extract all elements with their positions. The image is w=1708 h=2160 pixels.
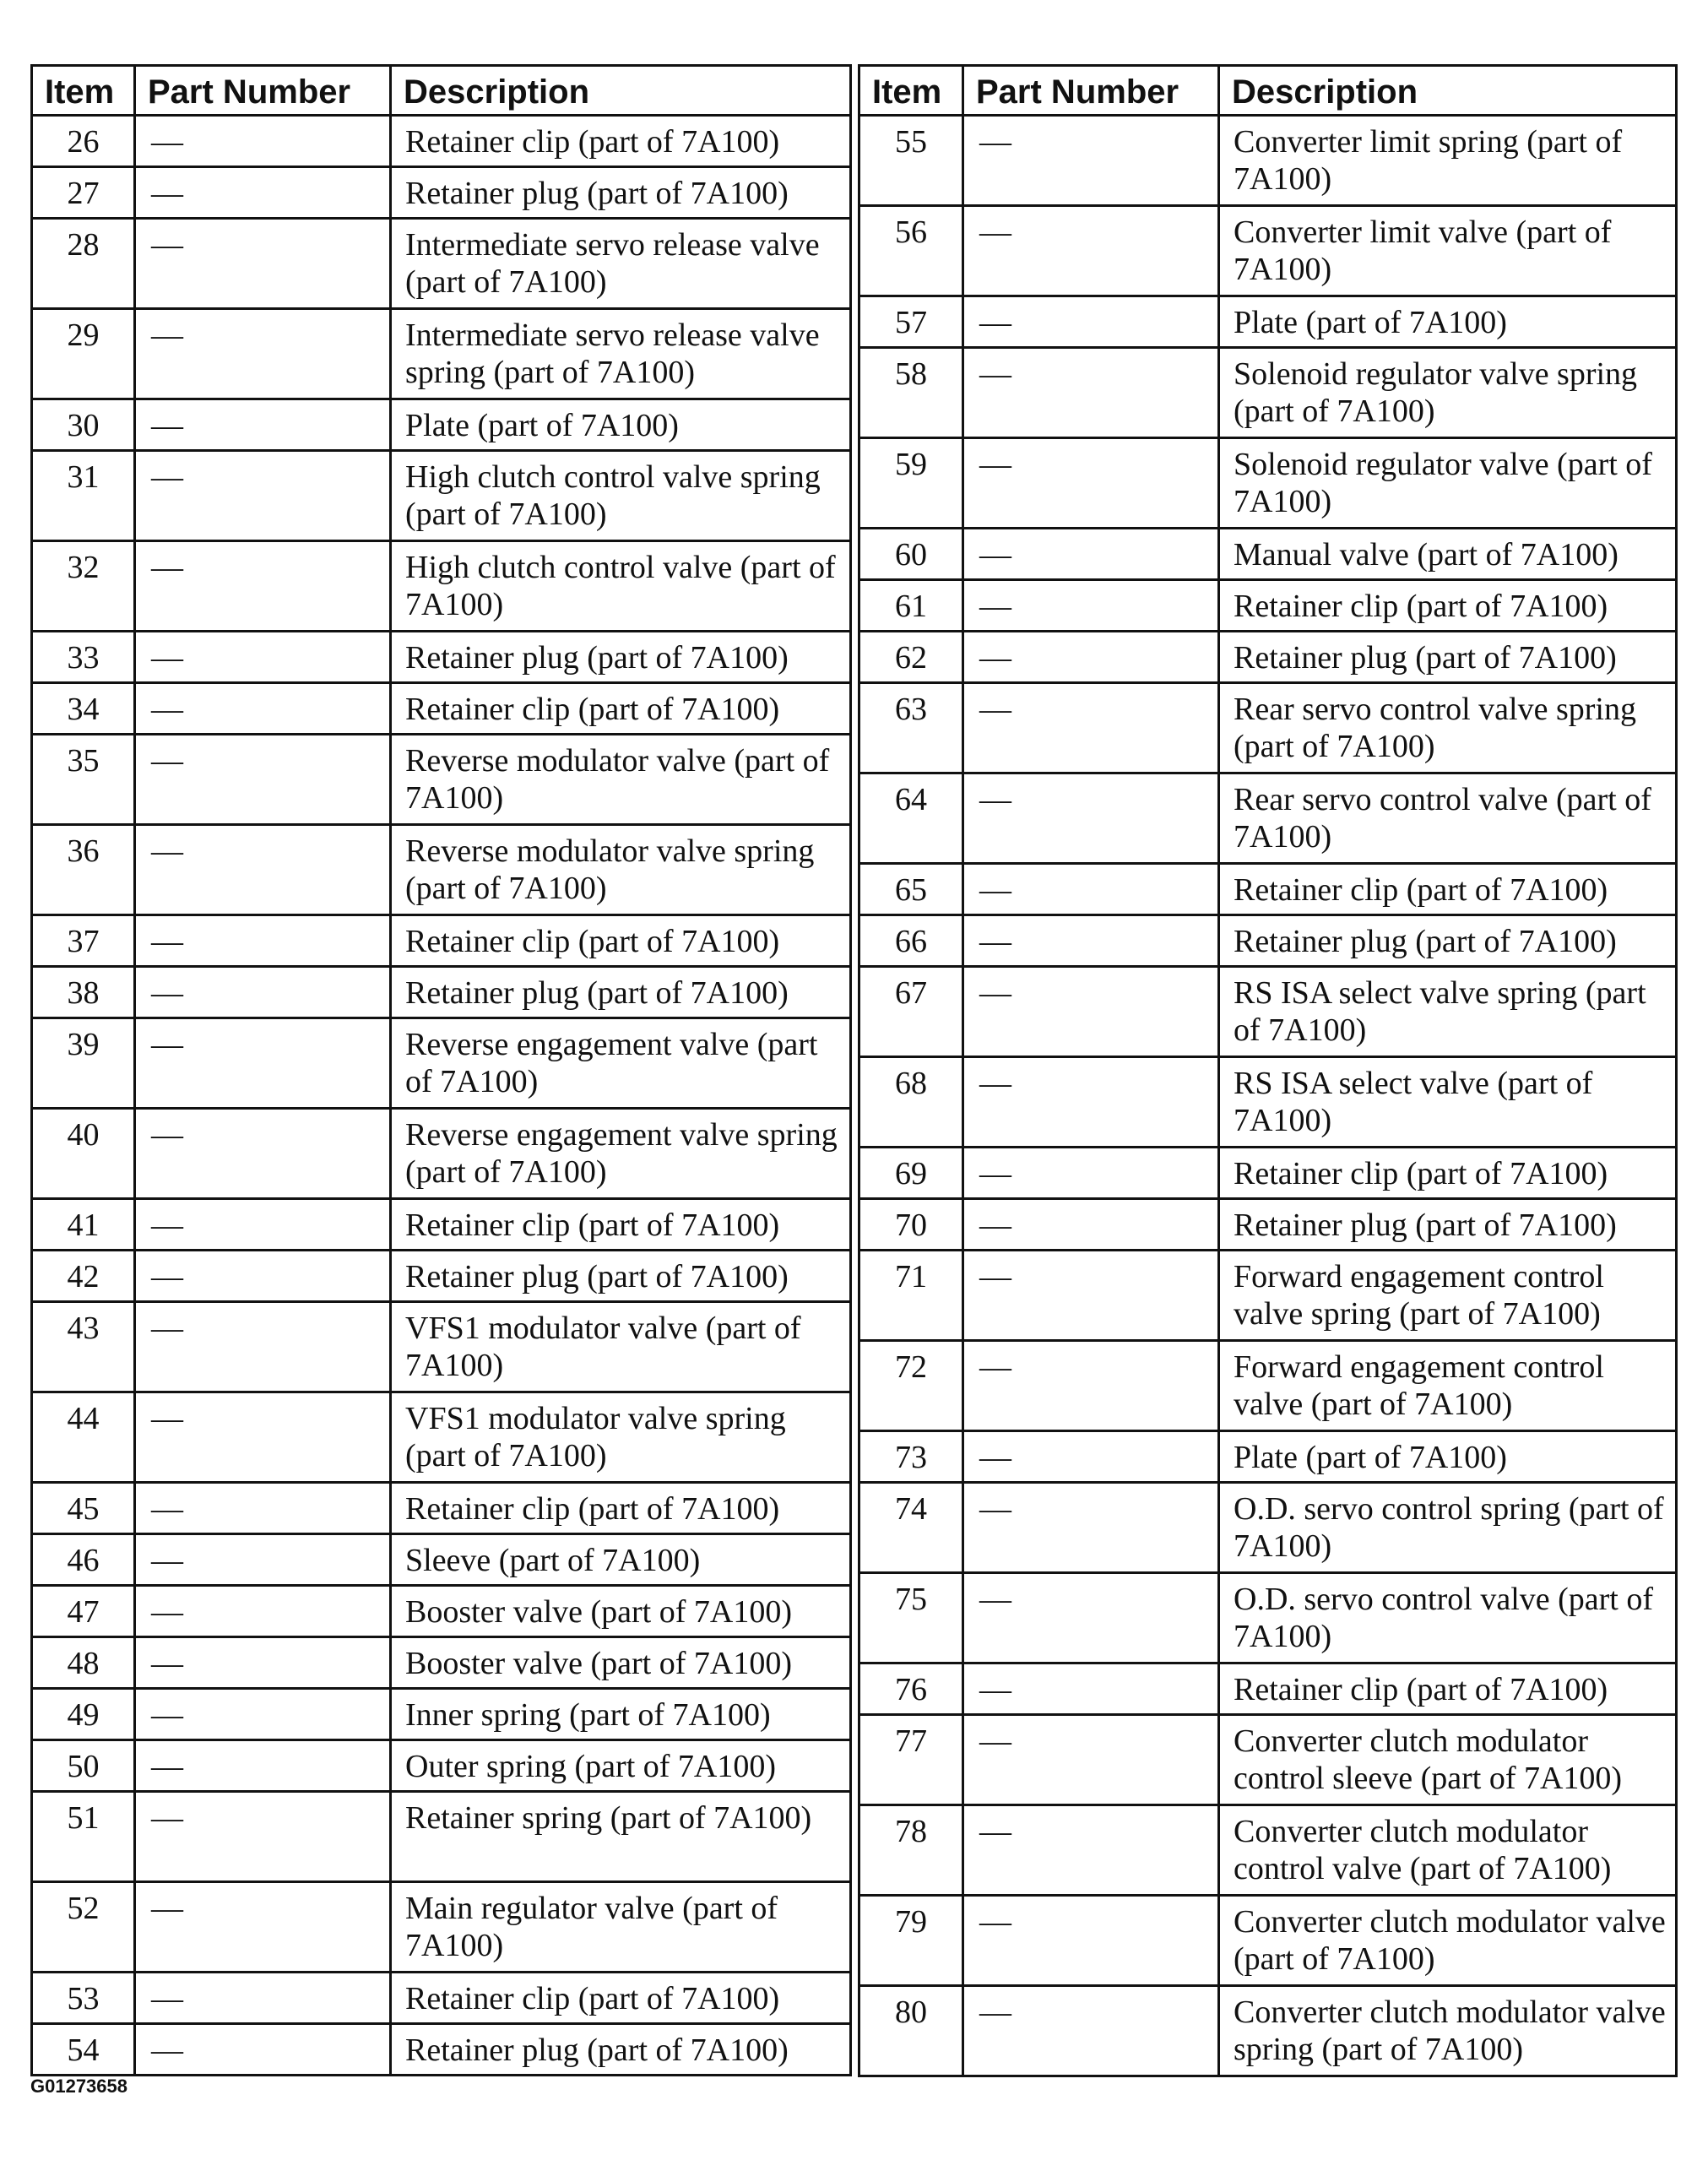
- table-row: [32, 632, 851, 683]
- table-row: [32, 1109, 851, 1199]
- description-cell: Retainer plug (part of 7A100): [1219, 1199, 1677, 1251]
- description-cell: VFS1 modulator valve (part of 7A100): [391, 1302, 851, 1392]
- description-cell: Converter limit valve (part of 7A100): [1219, 206, 1677, 296]
- table-row: [859, 1805, 1677, 1896]
- item-cell: 65: [859, 864, 963, 915]
- item-cell: 52: [32, 1882, 135, 1973]
- part-number-cell: —: [135, 116, 391, 167]
- description-cell: Converter clutch modulator control sleeve (part of 7A100): [1219, 1715, 1677, 1805]
- table-header-row: [859, 66, 1677, 116]
- part-number-cell: —: [135, 1018, 391, 1109]
- part-number-cell: —: [135, 632, 391, 683]
- item-cell: 36: [32, 825, 135, 915]
- item-cell: 42: [32, 1251, 135, 1302]
- item-cell: 38: [32, 967, 135, 1018]
- item-cell: 29: [32, 309, 135, 399]
- table-row: [32, 1392, 851, 1483]
- part-number-cell: —: [135, 1483, 391, 1534]
- description-cell: Retainer plug (part of 7A100): [391, 967, 851, 1018]
- description-cell: Plate (part of 7A100): [1219, 296, 1677, 348]
- part-number-cell: —: [135, 825, 391, 915]
- table-row: [859, 1057, 1677, 1148]
- description-cell: Booster valve (part of 7A100): [391, 1637, 851, 1689]
- part-number-cell: —: [135, 1882, 391, 1973]
- description-cell: Manual valve (part of 7A100): [1219, 529, 1677, 580]
- part-number-cell: —: [135, 167, 391, 219]
- table-row: [32, 451, 851, 541]
- description-cell: Reverse modulator valve (part of 7A100): [391, 735, 851, 825]
- item-cell: 48: [32, 1637, 135, 1689]
- table-body-left: [32, 116, 851, 2076]
- part-number-cell: —: [963, 1715, 1219, 1805]
- table-row: [859, 1341, 1677, 1431]
- part-number-cell: —: [963, 915, 1219, 967]
- item-cell: 35: [32, 735, 135, 825]
- item-cell: 47: [32, 1586, 135, 1637]
- description-cell: High clutch control valve spring (part of 7A100): [391, 451, 851, 541]
- part-number-cell: —: [135, 1251, 391, 1302]
- description-cell: Retainer clip (part of 7A100): [1219, 1663, 1677, 1715]
- part-number-cell: —: [963, 116, 1219, 206]
- table-row: [859, 1573, 1677, 1663]
- part-number-cell: —: [135, 1534, 391, 1586]
- description-cell: Retainer plug (part of 7A100): [1219, 632, 1677, 683]
- table-row: [859, 632, 1677, 683]
- header-item: Item: [859, 66, 963, 116]
- part-number-cell: —: [135, 2024, 391, 2076]
- table-row: [32, 219, 851, 309]
- table-row: [32, 116, 851, 167]
- description-cell: Retainer plug (part of 7A100): [391, 167, 851, 219]
- item-cell: 50: [32, 1740, 135, 1792]
- part-number-cell: —: [135, 683, 391, 735]
- item-cell: 57: [859, 296, 963, 348]
- item-cell: 31: [32, 451, 135, 541]
- item-cell: 26: [32, 116, 135, 167]
- table-row: [32, 825, 851, 915]
- description-cell: Solenoid regulator valve spring (part of 7A100): [1219, 348, 1677, 438]
- part-number-cell: —: [963, 529, 1219, 580]
- item-cell: 68: [859, 1057, 963, 1148]
- description-cell: Retainer clip (part of 7A100): [1219, 580, 1677, 632]
- table-row: [859, 1896, 1677, 1986]
- description-cell: Main regulator valve (part of 7A100): [391, 1882, 851, 1973]
- description-cell: Retainer clip (part of 7A100): [391, 1483, 851, 1534]
- description-cell: Retainer clip (part of 7A100): [391, 116, 851, 167]
- description-cell: Retainer clip (part of 7A100): [1219, 1148, 1677, 1199]
- item-cell: 66: [859, 915, 963, 967]
- part-number-cell: —: [135, 1109, 391, 1199]
- item-cell: 70: [859, 1199, 963, 1251]
- table-row: [859, 1483, 1677, 1573]
- part-number-cell: —: [963, 1986, 1219, 2076]
- part-number-cell: —: [963, 864, 1219, 915]
- description-cell: Inner spring (part of 7A100): [391, 1689, 851, 1740]
- table-row: [859, 1715, 1677, 1805]
- description-cell: O.D. servo control spring (part of 7A100): [1219, 1483, 1677, 1573]
- table-row: [859, 967, 1677, 1057]
- figure-id-caption: G01273658: [30, 2076, 127, 2097]
- part-number-cell: —: [963, 296, 1219, 348]
- item-cell: 77: [859, 1715, 963, 1805]
- part-number-cell: —: [135, 399, 391, 451]
- item-cell: 34: [32, 683, 135, 735]
- description-cell: Forward engagement control valve spring (part of 7A100): [1219, 1251, 1677, 1341]
- table-row: [859, 1986, 1677, 2076]
- item-cell: 75: [859, 1573, 963, 1663]
- description-cell: RS ISA select valve spring (part of 7A100): [1219, 967, 1677, 1057]
- table-row: [859, 1148, 1677, 1199]
- table-row: [32, 915, 851, 967]
- header-item: Item: [32, 66, 135, 116]
- item-cell: 69: [859, 1148, 963, 1199]
- item-cell: 37: [32, 915, 135, 967]
- table-row: [32, 1251, 851, 1302]
- table-row: [859, 1663, 1677, 1715]
- item-cell: 27: [32, 167, 135, 219]
- item-cell: 79: [859, 1896, 963, 1986]
- description-cell: VFS1 modulator valve spring (part of 7A100): [391, 1392, 851, 1483]
- item-cell: 76: [859, 1663, 963, 1715]
- table-row: [32, 1637, 851, 1689]
- header-part-number: Part Number: [963, 66, 1219, 116]
- part-number-cell: —: [963, 1663, 1219, 1715]
- description-cell: Converter clutch modulator valve (part of 7A100): [1219, 1896, 1677, 1986]
- table-row: [859, 296, 1677, 348]
- item-cell: 64: [859, 773, 963, 864]
- item-cell: 80: [859, 1986, 963, 2076]
- parts-table-right: [858, 64, 1678, 2077]
- item-cell: 39: [32, 1018, 135, 1109]
- description-cell: Reverse modulator valve spring (part of 7A100): [391, 825, 851, 915]
- part-number-cell: —: [135, 1637, 391, 1689]
- item-cell: 46: [32, 1534, 135, 1586]
- description-cell: Converter clutch modulator valve spring (part of 7A100): [1219, 1986, 1677, 2076]
- item-cell: 28: [32, 219, 135, 309]
- part-number-cell: —: [963, 773, 1219, 864]
- item-cell: 67: [859, 967, 963, 1057]
- part-number-cell: —: [135, 541, 391, 632]
- table-row: [859, 580, 1677, 632]
- table-row: [859, 116, 1677, 206]
- table-row: [859, 438, 1677, 529]
- part-number-cell: —: [135, 1792, 391, 1882]
- header-description: Description: [391, 66, 851, 116]
- table-row: [859, 1199, 1677, 1251]
- description-cell: Retainer clip (part of 7A100): [391, 1199, 851, 1251]
- table-body-right: [859, 116, 1677, 2076]
- item-cell: 54: [32, 2024, 135, 2076]
- part-number-cell: —: [963, 1341, 1219, 1431]
- description-cell: Reverse engagement valve spring (part of 7A100): [391, 1109, 851, 1199]
- description-cell: Intermediate servo release valve (part of 7A100): [391, 219, 851, 309]
- part-number-cell: —: [963, 580, 1219, 632]
- part-number-cell: —: [963, 1573, 1219, 1663]
- part-number-cell: —: [135, 967, 391, 1018]
- header-part-number: Part Number: [135, 66, 391, 116]
- part-number-cell: —: [135, 1586, 391, 1637]
- part-number-cell: —: [135, 1740, 391, 1792]
- description-cell: Solenoid regulator valve (part of 7A100): [1219, 438, 1677, 529]
- description-cell: Retainer plug (part of 7A100): [391, 632, 851, 683]
- item-cell: 71: [859, 1251, 963, 1341]
- item-cell: 61: [859, 580, 963, 632]
- description-cell: Plate (part of 7A100): [1219, 1431, 1677, 1483]
- description-cell: Converter clutch modulator control valve (part of 7A100): [1219, 1805, 1677, 1896]
- item-cell: 49: [32, 1689, 135, 1740]
- table-row: [859, 683, 1677, 773]
- table-row: [859, 348, 1677, 438]
- table-header-row: [32, 66, 851, 116]
- item-cell: 33: [32, 632, 135, 683]
- parts-table-left: [30, 64, 852, 2076]
- part-number-cell: —: [135, 1689, 391, 1740]
- part-number-cell: —: [963, 1057, 1219, 1148]
- table-row: [32, 683, 851, 735]
- part-number-cell: —: [963, 1483, 1219, 1573]
- table-row: [32, 1740, 851, 1792]
- table-row: [859, 206, 1677, 296]
- table-row: [32, 967, 851, 1018]
- part-number-cell: —: [963, 632, 1219, 683]
- part-number-cell: —: [963, 206, 1219, 296]
- table-row: [859, 773, 1677, 864]
- part-number-cell: —: [963, 348, 1219, 438]
- part-number-cell: —: [963, 967, 1219, 1057]
- description-cell: Rear servo control valve (part of 7A100): [1219, 773, 1677, 864]
- table-row: [32, 1302, 851, 1392]
- table-row: [32, 1689, 851, 1740]
- part-number-cell: —: [963, 1251, 1219, 1341]
- description-cell: Retainer clip (part of 7A100): [391, 1973, 851, 2024]
- description-cell: Retainer clip (part of 7A100): [391, 683, 851, 735]
- table-row: [32, 1199, 851, 1251]
- item-cell: 45: [32, 1483, 135, 1534]
- part-number-cell: —: [135, 915, 391, 967]
- item-cell: 73: [859, 1431, 963, 1483]
- description-cell: Retainer plug (part of 7A100): [391, 1251, 851, 1302]
- description-cell: Sleeve (part of 7A100): [391, 1534, 851, 1586]
- table-row: [32, 1483, 851, 1534]
- table-row: [32, 1018, 851, 1109]
- description-cell: Retainer clip (part of 7A100): [1219, 864, 1677, 915]
- description-cell: Intermediate servo release valve spring (part of 7A100): [391, 309, 851, 399]
- table-row: [32, 1973, 851, 2024]
- description-cell: O.D. servo control valve (part of 7A100): [1219, 1573, 1677, 1663]
- table-row: [859, 1431, 1677, 1483]
- item-cell: 74: [859, 1483, 963, 1573]
- description-cell: Booster valve (part of 7A100): [391, 1586, 851, 1637]
- table-row: [32, 1882, 851, 1973]
- item-cell: 63: [859, 683, 963, 773]
- part-number-cell: —: [963, 1199, 1219, 1251]
- table-row: [859, 864, 1677, 915]
- description-cell: Outer spring (part of 7A100): [391, 1740, 851, 1792]
- table-row: [32, 399, 851, 451]
- item-cell: 78: [859, 1805, 963, 1896]
- table-row: [859, 915, 1677, 967]
- header-description: Description: [1219, 66, 1677, 116]
- part-number-cell: —: [963, 1805, 1219, 1896]
- table-row: [32, 167, 851, 219]
- part-number-cell: —: [963, 1896, 1219, 1986]
- table-row: [32, 1792, 851, 1882]
- item-cell: 43: [32, 1302, 135, 1392]
- table-row: [32, 735, 851, 825]
- description-cell: Rear servo control valve spring (part of 7A100): [1219, 683, 1677, 773]
- part-number-cell: —: [135, 1302, 391, 1392]
- part-number-cell: —: [135, 1392, 391, 1483]
- item-cell: 53: [32, 1973, 135, 2024]
- table-row: [859, 1251, 1677, 1341]
- item-cell: 44: [32, 1392, 135, 1483]
- item-cell: 58: [859, 348, 963, 438]
- description-cell: Plate (part of 7A100): [391, 399, 851, 451]
- part-number-cell: —: [963, 683, 1219, 773]
- description-cell: Retainer plug (part of 7A100): [1219, 915, 1677, 967]
- table-row: [32, 309, 851, 399]
- item-cell: 72: [859, 1341, 963, 1431]
- description-cell: Retainer clip (part of 7A100): [391, 915, 851, 967]
- part-number-cell: —: [135, 309, 391, 399]
- item-cell: 30: [32, 399, 135, 451]
- item-cell: 55: [859, 116, 963, 206]
- part-number-cell: —: [963, 1148, 1219, 1199]
- description-cell: RS ISA select valve (part of 7A100): [1219, 1057, 1677, 1148]
- item-cell: 56: [859, 206, 963, 296]
- part-number-cell: —: [135, 1973, 391, 2024]
- part-number-cell: —: [135, 451, 391, 541]
- item-cell: 59: [859, 438, 963, 529]
- table-row: [32, 1586, 851, 1637]
- description-cell: High clutch control valve (part of 7A100): [391, 541, 851, 632]
- item-cell: 41: [32, 1199, 135, 1251]
- item-cell: 32: [32, 541, 135, 632]
- description-cell: Reverse engagement valve (part of 7A100): [391, 1018, 851, 1109]
- description-cell: Retainer spring (part of 7A100): [391, 1792, 851, 1882]
- item-cell: 60: [859, 529, 963, 580]
- description-cell: Converter limit spring (part of 7A100): [1219, 116, 1677, 206]
- description-cell: Forward engagement control valve (part of 7A100): [1219, 1341, 1677, 1431]
- item-cell: 62: [859, 632, 963, 683]
- part-number-cell: —: [135, 219, 391, 309]
- table-row: [32, 2024, 851, 2076]
- table-row: [32, 541, 851, 632]
- item-cell: 51: [32, 1792, 135, 1882]
- table-row: [32, 1534, 851, 1586]
- part-number-cell: —: [135, 1199, 391, 1251]
- part-number-cell: —: [963, 438, 1219, 529]
- part-number-cell: —: [963, 1431, 1219, 1483]
- description-cell: Retainer plug (part of 7A100): [391, 2024, 851, 2076]
- part-number-cell: —: [135, 735, 391, 825]
- table-row: [859, 529, 1677, 580]
- item-cell: 40: [32, 1109, 135, 1199]
